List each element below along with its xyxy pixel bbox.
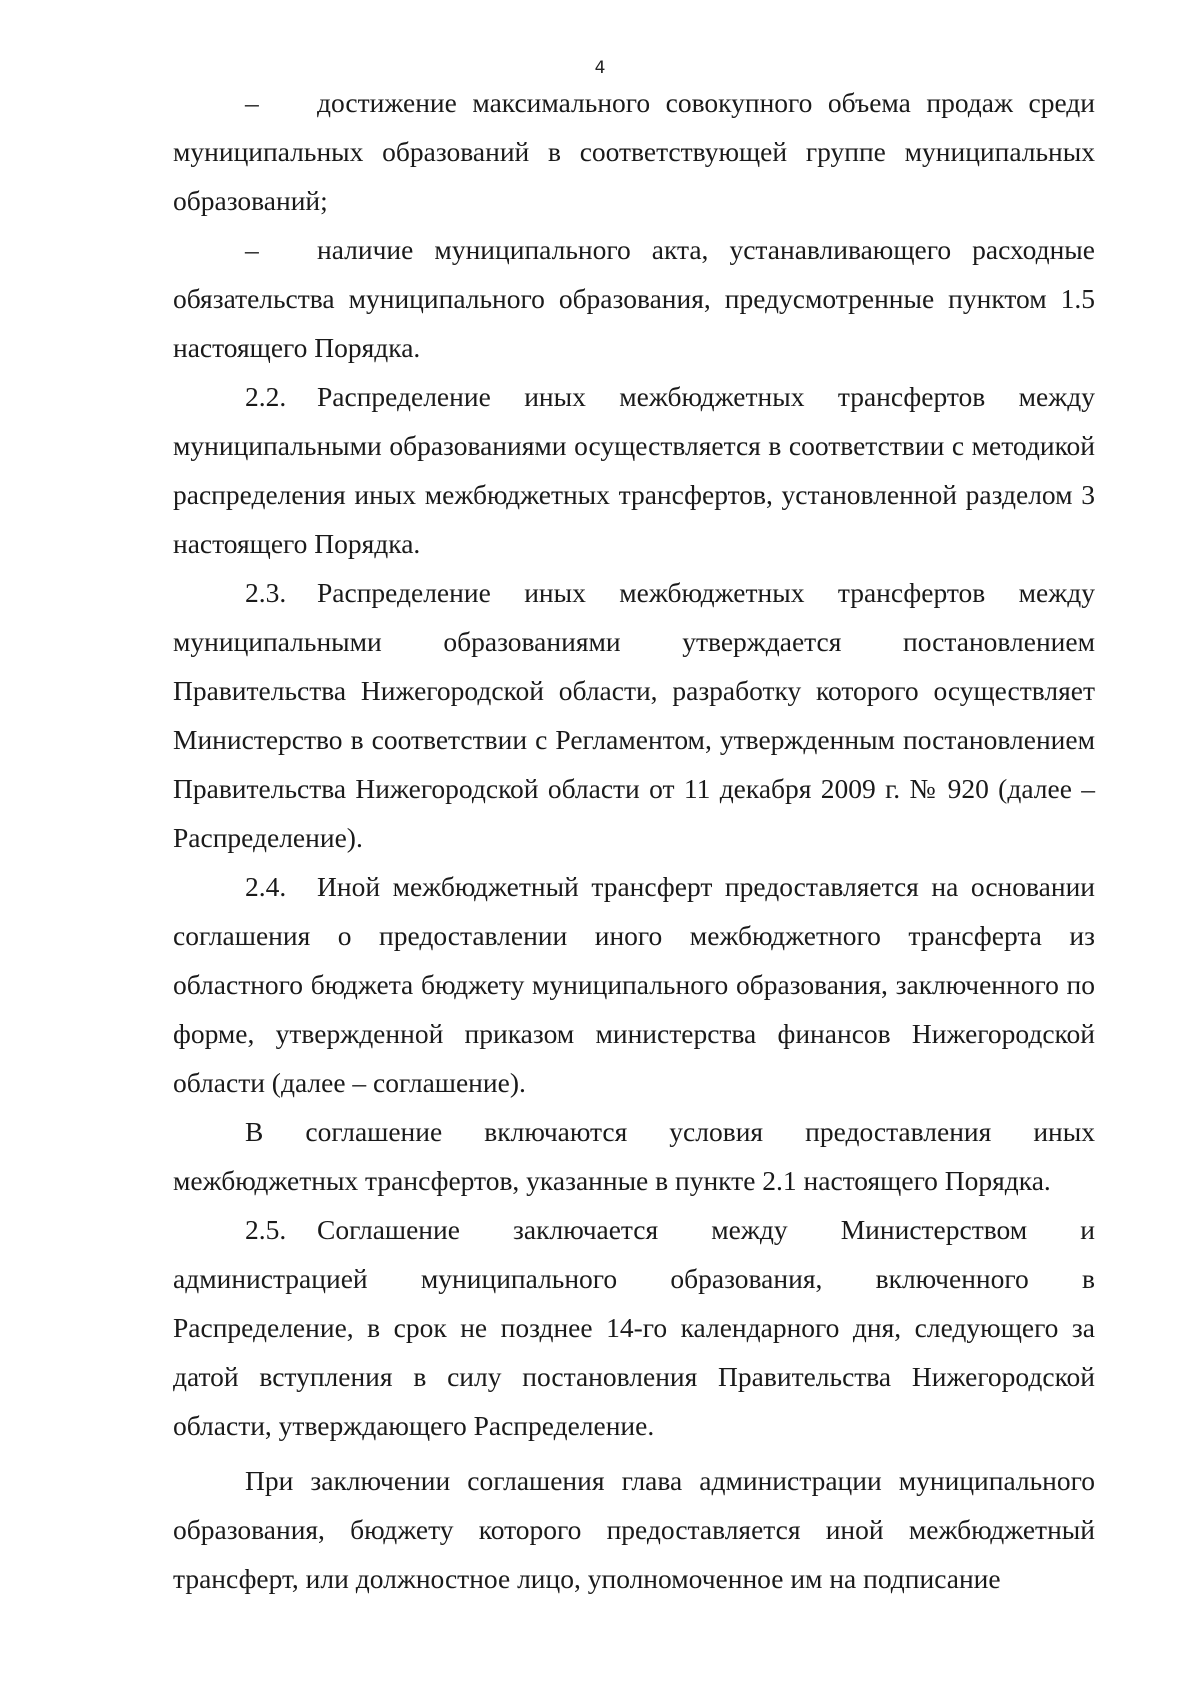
paragraph-2-text: наличие муниципального акта, устанавливающего расходные обязательства муниципального образования, предусмотренные пунктом 1.5 настоящего Порядка. bbox=[173, 234, 1095, 363]
paragraph-8-text: При заключении соглашения глава администрации муниципального образования, бюджету которого предоставляется иной межбюджетный трансферт, или должностное лицо, уполномоченное им на подписание bbox=[173, 1465, 1095, 1594]
paragraph-1 bbox=[173, 78, 1095, 225]
paragraph-7-marker: 2.5. bbox=[245, 1214, 287, 1245]
page-number: 4 bbox=[594, 58, 606, 78]
paragraph-6 bbox=[173, 1107, 1095, 1205]
paragraph-7-text: Соглашение заключается между Министерством и администрацией муниципального образования, включенного в Распределение, в срок не позднее 14-го календарного дня, следующего за датой вступления в силу постановления Правительства Нижегородской области, утверждающего Распределение. bbox=[173, 1214, 1095, 1441]
paragraph-3-marker: 2.2. bbox=[245, 381, 287, 412]
paragraph-4-text: Распределение иных межбюджетных трансфертов между муниципальными образованиями утверждается постановлением Правительства Нижегородской области, разработку которого осуществляет Министерство в соответствии с Регламентом, утвержденным постановлением Правительства Нижегородской области от 11 декабря 2009 г. № 920 (далее – Распределение). bbox=[173, 577, 1095, 853]
paragraph-4-marker: 2.3. bbox=[245, 577, 287, 608]
paragraph-1-text: достижение максимального совокупного объема продаж среди муниципальных образований в соответствующей группе муниципальных образований; bbox=[173, 87, 1095, 216]
paragraph-4 bbox=[173, 568, 1095, 862]
paragraph-2 bbox=[173, 225, 1095, 372]
paragraph-5-marker: 2.4. bbox=[245, 871, 287, 902]
paragraph-7 bbox=[173, 1205, 1095, 1450]
paragraph-3-text: Распределение иных межбюджетных трансфертов между муниципальными образованиями осуществляется в соответствии с методикой распределения иных межбюджетных трансфертов, установленной разделом 3 настоящего Порядка. bbox=[173, 381, 1095, 559]
paragraph-1-marker: – bbox=[245, 87, 259, 118]
paragraph-5 bbox=[173, 862, 1095, 1107]
document-body bbox=[173, 78, 1095, 1603]
paragraph-2-marker: – bbox=[245, 234, 259, 265]
paragraph-5-text: Иной межбюджетный трансферт предоставляется на основании соглашения о предоставлении иного межбюджетного трансферта из областного бюджета бюджету муниципального образования, заключенного по форме, утвержденной приказом министерства финансов Нижегородской области (далее – соглашение). bbox=[173, 871, 1095, 1098]
paragraph-3 bbox=[173, 372, 1095, 568]
paragraph-6-text: В соглашение включаются условия предоставления иных межбюджетных трансфертов, указанные в пункте 2.1 настоящего Порядка. bbox=[173, 1116, 1095, 1196]
paragraph-8 bbox=[173, 1456, 1095, 1603]
